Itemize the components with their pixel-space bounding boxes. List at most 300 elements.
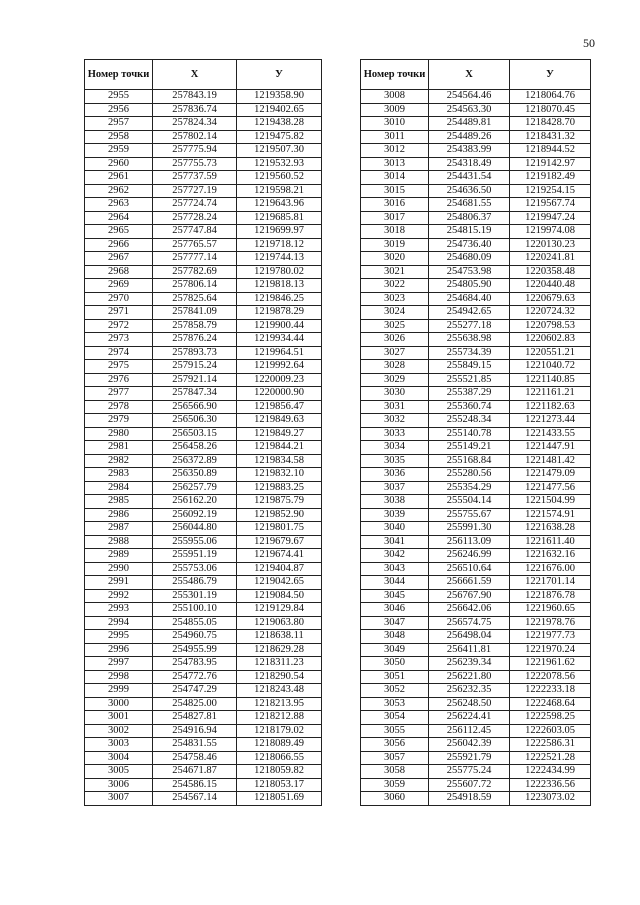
cell-x: 256257.79 (153, 481, 237, 495)
table-row (85, 265, 322, 279)
table-row (361, 589, 591, 603)
cell-x: 256661.59 (429, 576, 510, 590)
cell-y: 1219718.12 (237, 238, 322, 252)
cell-point-number: 3023 (361, 292, 429, 306)
cell-y: 1221182.63 (510, 400, 591, 414)
cell-y: 1218070.45 (510, 103, 591, 117)
table-row (361, 724, 591, 738)
table-row (361, 373, 591, 387)
cell-y: 1222521.28 (510, 751, 591, 765)
cell-y: 1219679.67 (237, 535, 322, 549)
cell-x: 256042.39 (429, 738, 510, 752)
table-row (361, 130, 591, 144)
cell-x: 255638.98 (429, 333, 510, 347)
cell-point-number: 2976 (85, 373, 153, 387)
table-row (361, 616, 591, 630)
cell-point-number: 2982 (85, 454, 153, 468)
cell-y: 1219964.51 (237, 346, 322, 360)
cell-x: 257775.94 (153, 144, 237, 158)
cell-y: 1222233.18 (510, 684, 591, 698)
cell-point-number: 3001 (85, 711, 153, 725)
table-row (85, 279, 322, 293)
cell-x: 257806.14 (153, 279, 237, 293)
table-row (85, 441, 322, 455)
table-row (361, 738, 591, 752)
table-row (361, 387, 591, 401)
cell-y: 1221701.14 (510, 576, 591, 590)
cell-x: 256642.06 (429, 603, 510, 617)
cell-point-number: 2965 (85, 225, 153, 239)
table-row (361, 522, 591, 536)
table-row (361, 360, 591, 374)
cell-point-number: 3040 (361, 522, 429, 536)
cell-x: 257755.73 (153, 157, 237, 171)
table-row (361, 198, 591, 212)
cell-point-number: 2969 (85, 279, 153, 293)
table-row (361, 562, 591, 576)
cell-point-number: 3044 (361, 576, 429, 590)
cell-point-number: 3035 (361, 454, 429, 468)
cell-x: 255280.56 (429, 468, 510, 482)
cell-x: 254855.05 (153, 616, 237, 630)
cell-x: 255755.67 (429, 508, 510, 522)
cell-point-number: 2990 (85, 562, 153, 576)
cell-x: 257824.34 (153, 117, 237, 131)
cell-x: 254680.09 (429, 252, 510, 266)
table-row (361, 684, 591, 698)
table-row (85, 198, 322, 212)
table-row (361, 549, 591, 563)
cell-x: 257893.73 (153, 346, 237, 360)
cell-y: 1221433.55 (510, 427, 591, 441)
cell-y: 1218243.48 (237, 684, 322, 698)
table-row (85, 522, 322, 536)
cell-y: 1222586.31 (510, 738, 591, 752)
table-row (361, 427, 591, 441)
table-row (361, 279, 591, 293)
cell-point-number: 2960 (85, 157, 153, 171)
cell-y: 1219475.82 (237, 130, 322, 144)
coordinates-table-left (84, 59, 322, 806)
cell-point-number: 2997 (85, 657, 153, 671)
cell-point-number: 3013 (361, 157, 429, 171)
cell-point-number: 3043 (361, 562, 429, 576)
table-row (85, 211, 322, 225)
cell-x: 254671.87 (153, 765, 237, 779)
cell-x: 257876.24 (153, 333, 237, 347)
cell-point-number: 2991 (85, 576, 153, 590)
cell-point-number: 3055 (361, 724, 429, 738)
table-row (361, 184, 591, 198)
cell-point-number: 3034 (361, 441, 429, 455)
cell-y: 1219934.44 (237, 333, 322, 347)
cell-y: 1220724.32 (510, 306, 591, 320)
cell-y: 1218431.32 (510, 130, 591, 144)
cell-x: 255921.79 (429, 751, 510, 765)
cell-point-number: 3058 (361, 765, 429, 779)
cell-x: 254564.46 (429, 90, 510, 104)
table-row (85, 360, 322, 374)
table-row (85, 495, 322, 509)
cell-y: 1219402.65 (237, 103, 322, 117)
cell-x: 256092.19 (153, 508, 237, 522)
cell-y: 1219532.93 (237, 157, 322, 171)
table-row (361, 765, 591, 779)
table-row (85, 738, 322, 752)
table-row (85, 157, 322, 171)
cell-x: 254681.55 (429, 198, 510, 212)
table-row (361, 144, 591, 158)
table-row (361, 103, 591, 117)
cell-y: 1222468.64 (510, 697, 591, 711)
table-row (85, 549, 322, 563)
cell-y: 1222078.56 (510, 670, 591, 684)
table-row (85, 535, 322, 549)
table-row (85, 630, 322, 644)
cell-point-number: 3027 (361, 346, 429, 360)
cell-point-number: 2975 (85, 360, 153, 374)
cell-x: 257802.14 (153, 130, 237, 144)
cell-y: 1218053.17 (237, 778, 322, 792)
cell-y: 1221632.16 (510, 549, 591, 563)
cell-y: 1219699.97 (237, 225, 322, 239)
cell-x: 256112.45 (429, 724, 510, 738)
cell-y: 1222336.56 (510, 778, 591, 792)
table-row (361, 225, 591, 239)
cell-point-number: 3054 (361, 711, 429, 725)
table-row (85, 684, 322, 698)
cell-y: 1219142.97 (510, 157, 591, 171)
table-row (85, 427, 322, 441)
cell-point-number: 2996 (85, 643, 153, 657)
cell-y: 1221977.73 (510, 630, 591, 644)
table-row (361, 238, 591, 252)
cell-y: 1221477.56 (510, 481, 591, 495)
cell-point-number: 2974 (85, 346, 153, 360)
table-row (361, 670, 591, 684)
cell-y: 1221447.91 (510, 441, 591, 455)
cell-point-number: 2998 (85, 670, 153, 684)
cell-x: 254431.54 (429, 171, 510, 185)
cell-y: 1220551.21 (510, 346, 591, 360)
cell-x: 254736.40 (429, 238, 510, 252)
table-row (85, 468, 322, 482)
table-row (361, 306, 591, 320)
cell-y: 1219992.64 (237, 360, 322, 374)
cell-y: 1221481.42 (510, 454, 591, 468)
cell-point-number: 2985 (85, 495, 153, 509)
cell-y: 1219182.49 (510, 171, 591, 185)
table-row (361, 778, 591, 792)
cell-x: 255991.30 (429, 522, 510, 536)
table-row (85, 373, 322, 387)
cell-point-number: 3020 (361, 252, 429, 266)
cell-y: 1220130.23 (510, 238, 591, 252)
cell-x: 256498.04 (429, 630, 510, 644)
cell-point-number: 3014 (361, 171, 429, 185)
cell-x: 254684.40 (429, 292, 510, 306)
cell-point-number: 2986 (85, 508, 153, 522)
cell-x: 254827.81 (153, 711, 237, 725)
cell-x: 254636.50 (429, 184, 510, 198)
table-row (361, 157, 591, 171)
cell-y: 1219875.79 (237, 495, 322, 509)
cell-point-number: 2964 (85, 211, 153, 225)
cell-x: 255734.39 (429, 346, 510, 360)
cell-x: 254942.65 (429, 306, 510, 320)
cell-point-number: 3004 (85, 751, 153, 765)
cell-y: 1219846.25 (237, 292, 322, 306)
table-row (85, 414, 322, 428)
cell-point-number: 2970 (85, 292, 153, 306)
cell-point-number: 3028 (361, 360, 429, 374)
cell-point-number: 2983 (85, 468, 153, 482)
cell-point-number: 2978 (85, 400, 153, 414)
cell-point-number: 3025 (361, 319, 429, 333)
cell-y: 1219947.24 (510, 211, 591, 225)
cell-y: 1220440.48 (510, 279, 591, 293)
cell-y: 1219598.21 (237, 184, 322, 198)
table-row (361, 603, 591, 617)
cell-y: 1222603.05 (510, 724, 591, 738)
cell-point-number: 3018 (361, 225, 429, 239)
table-row (85, 724, 322, 738)
cell-point-number: 3051 (361, 670, 429, 684)
cell-x: 254753.98 (429, 265, 510, 279)
cell-x: 257724.74 (153, 198, 237, 212)
cell-y: 1219507.30 (237, 144, 322, 158)
header-x: Х (429, 60, 510, 90)
cell-x: 255607.72 (429, 778, 510, 792)
cell-y: 1219974.08 (510, 225, 591, 239)
cell-y: 1219358.90 (237, 90, 322, 104)
cell-y: 1219849.27 (237, 427, 322, 441)
cell-y: 1221961.62 (510, 657, 591, 671)
cell-point-number: 3022 (361, 279, 429, 293)
cell-y: 1219856.47 (237, 400, 322, 414)
cell-point-number: 2989 (85, 549, 153, 563)
table-header-row (361, 60, 591, 90)
table-row (361, 319, 591, 333)
cell-y: 1218428.70 (510, 117, 591, 131)
table-row (85, 238, 322, 252)
cell-x: 255100.10 (153, 603, 237, 617)
cell-x: 255951.19 (153, 549, 237, 563)
cell-point-number: 3026 (361, 333, 429, 347)
cell-point-number: 2957 (85, 117, 153, 131)
table-row (85, 117, 322, 131)
cell-x: 256503.15 (153, 427, 237, 441)
cell-y: 1220009.23 (237, 373, 322, 387)
cell-y: 1220241.81 (510, 252, 591, 266)
cell-point-number: 3019 (361, 238, 429, 252)
cell-y: 1220358.48 (510, 265, 591, 279)
cell-x: 256224.41 (429, 711, 510, 725)
cell-y: 1218059.82 (237, 765, 322, 779)
header-point-number: Номер точки (361, 60, 429, 90)
cell-y: 1218051.69 (237, 792, 322, 806)
table-row (85, 603, 322, 617)
cell-y: 1221638.28 (510, 522, 591, 536)
cell-point-number: 3011 (361, 130, 429, 144)
table-row (85, 306, 322, 320)
table-row (85, 481, 322, 495)
cell-point-number: 3017 (361, 211, 429, 225)
cell-y: 1219254.15 (510, 184, 591, 198)
table-header-row (85, 60, 322, 90)
cell-x: 255753.06 (153, 562, 237, 576)
cell-x: 257777.14 (153, 252, 237, 266)
table-row (361, 481, 591, 495)
table-row (85, 346, 322, 360)
cell-y: 1219832.10 (237, 468, 322, 482)
cell-x: 254489.26 (429, 130, 510, 144)
cell-x: 256411.81 (429, 643, 510, 657)
table-row (361, 657, 591, 671)
cell-point-number: 2979 (85, 414, 153, 428)
cell-point-number: 2971 (85, 306, 153, 320)
cell-x: 256221.80 (429, 670, 510, 684)
cell-x: 256566.90 (153, 400, 237, 414)
cell-y: 1221676.00 (510, 562, 591, 576)
cell-point-number: 3030 (361, 387, 429, 401)
cell-point-number: 2994 (85, 616, 153, 630)
cell-point-number: 3047 (361, 616, 429, 630)
cell-point-number: 3002 (85, 724, 153, 738)
cell-x: 256113.09 (429, 535, 510, 549)
cell-y: 1218089.49 (237, 738, 322, 752)
cell-x: 256232.35 (429, 684, 510, 698)
table-row (361, 495, 591, 509)
cell-x: 255140.78 (429, 427, 510, 441)
cell-x: 255955.06 (153, 535, 237, 549)
cell-point-number: 3045 (361, 589, 429, 603)
cell-point-number: 3007 (85, 792, 153, 806)
cell-y: 1221273.44 (510, 414, 591, 428)
table-row (361, 414, 591, 428)
table-row (85, 90, 322, 104)
cell-point-number: 3053 (361, 697, 429, 711)
cell-point-number: 3005 (85, 765, 153, 779)
table-row (85, 225, 322, 239)
cell-x: 254758.46 (153, 751, 237, 765)
header-x: Х (153, 60, 237, 90)
table-row (361, 400, 591, 414)
table-row (85, 643, 322, 657)
cell-point-number: 3012 (361, 144, 429, 158)
cell-x: 257847.34 (153, 387, 237, 401)
cell-x: 255149.21 (429, 441, 510, 455)
cell-y: 1221611.40 (510, 535, 591, 549)
cell-point-number: 2993 (85, 603, 153, 617)
table-row (361, 90, 591, 104)
cell-y: 1221574.91 (510, 508, 591, 522)
cell-y: 1218066.55 (237, 751, 322, 765)
table-row (85, 657, 322, 671)
cell-point-number: 3049 (361, 643, 429, 657)
table-row (85, 508, 322, 522)
cell-x: 255387.29 (429, 387, 510, 401)
cell-y: 1218944.52 (510, 144, 591, 158)
cell-x: 254383.99 (429, 144, 510, 158)
cell-y: 1221970.24 (510, 643, 591, 657)
table-row (361, 508, 591, 522)
cell-y: 1219129.84 (237, 603, 322, 617)
cell-point-number: 2955 (85, 90, 153, 104)
cell-x: 256248.50 (429, 697, 510, 711)
cell-x: 254916.94 (153, 724, 237, 738)
header-y: У (510, 60, 591, 90)
page-number: 50 (583, 36, 595, 50)
table-row (361, 333, 591, 347)
cell-x: 256767.90 (429, 589, 510, 603)
table-row (85, 400, 322, 414)
cell-x: 257728.24 (153, 211, 237, 225)
cell-x: 257727.19 (153, 184, 237, 198)
cell-point-number: 3016 (361, 198, 429, 212)
cell-x: 257825.64 (153, 292, 237, 306)
cell-y: 1221960.65 (510, 603, 591, 617)
cell-x: 256162.20 (153, 495, 237, 509)
cell-point-number: 2995 (85, 630, 153, 644)
cell-x: 257841.09 (153, 306, 237, 320)
table-row (361, 117, 591, 131)
table-row (85, 387, 322, 401)
cell-point-number: 2984 (85, 481, 153, 495)
table-row (85, 589, 322, 603)
cell-x: 257858.79 (153, 319, 237, 333)
table-row (85, 103, 322, 117)
table-row (85, 562, 322, 576)
coordinates-table-right (360, 59, 591, 806)
cell-point-number: 3046 (361, 603, 429, 617)
cell-y: 1218290.54 (237, 670, 322, 684)
table-row (361, 292, 591, 306)
header-y: У (237, 60, 322, 90)
cell-point-number: 2972 (85, 319, 153, 333)
cell-x: 255248.34 (429, 414, 510, 428)
cell-y: 1219063.80 (237, 616, 322, 630)
cell-point-number: 2977 (85, 387, 153, 401)
table-row (361, 711, 591, 725)
cell-x: 255775.24 (429, 765, 510, 779)
cell-x: 254805.90 (429, 279, 510, 293)
cell-point-number: 3036 (361, 468, 429, 482)
cell-y: 1219567.74 (510, 198, 591, 212)
cell-x: 254825.00 (153, 697, 237, 711)
table-row (85, 184, 322, 198)
table-row (85, 765, 322, 779)
cell-point-number: 3021 (361, 265, 429, 279)
cell-x: 254960.75 (153, 630, 237, 644)
cell-x: 254955.99 (153, 643, 237, 657)
cell-y: 1222598.25 (510, 711, 591, 725)
cell-y: 1221978.76 (510, 616, 591, 630)
cell-x: 256458.26 (153, 441, 237, 455)
cell-y: 1221040.72 (510, 360, 591, 374)
cell-point-number: 3052 (361, 684, 429, 698)
cell-x: 256044.80 (153, 522, 237, 536)
cell-point-number: 2981 (85, 441, 153, 455)
cell-x: 257747.84 (153, 225, 237, 239)
cell-point-number: 2961 (85, 171, 153, 185)
cell-x: 256246.99 (429, 549, 510, 563)
cell-point-number: 3041 (361, 535, 429, 549)
cell-y: 1219818.13 (237, 279, 322, 293)
cell-x: 254567.14 (153, 792, 237, 806)
cell-y: 1218212.88 (237, 711, 322, 725)
cell-x: 257836.74 (153, 103, 237, 117)
